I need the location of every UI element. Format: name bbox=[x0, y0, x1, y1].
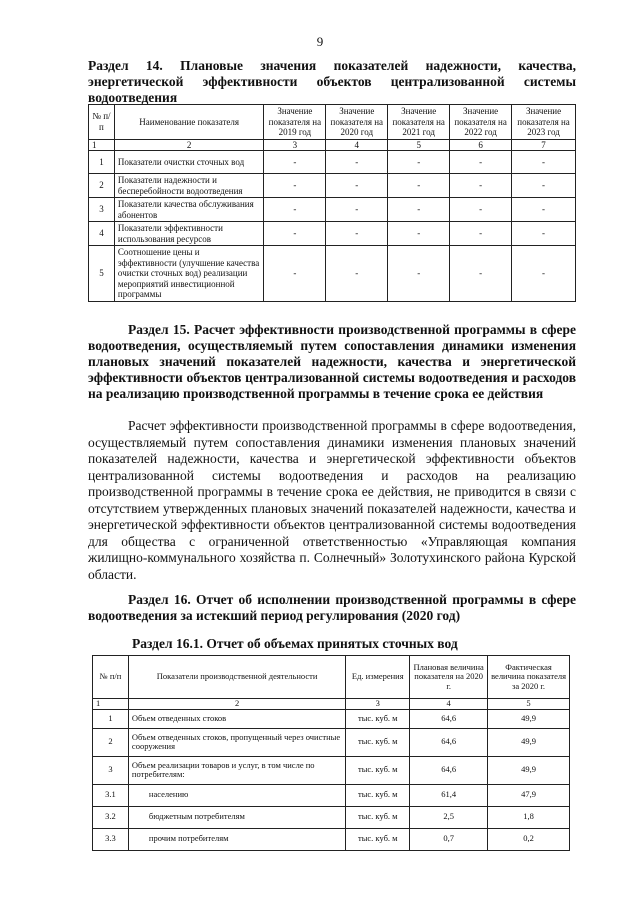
section-16-1-heading: Раздел 16.1. Отчет об объемах принятых сточных вод bbox=[132, 636, 458, 651]
table-row bbox=[93, 756, 570, 784]
value-cell: - bbox=[326, 174, 388, 198]
value-cell: - bbox=[450, 246, 512, 302]
table-row bbox=[89, 151, 576, 174]
value-cell: - bbox=[450, 151, 512, 174]
unit-cell: тыс. куб. м bbox=[346, 828, 410, 850]
section-14-heading-text: Раздел 14. Плановые значения показателей надежности, качества, энергетической эффективности объектов централизованной системы водоотведения bbox=[88, 58, 576, 105]
header-cell: Фактическая величина показателя за 2020 г. bbox=[488, 656, 570, 699]
header-cell: № п/п bbox=[93, 656, 129, 699]
plan-value: 64,6 bbox=[410, 728, 488, 756]
fact-value: 1,8 bbox=[488, 806, 570, 828]
indicator-name: Показатели качества обслуживания абонентов bbox=[114, 198, 264, 222]
row-number: 3 bbox=[93, 756, 129, 784]
value-cell: - bbox=[512, 246, 576, 302]
value-cell: - bbox=[264, 174, 326, 198]
header-cell: Значение показателя на 2022 год bbox=[450, 105, 512, 140]
plan-value: 64,6 bbox=[410, 709, 488, 728]
section-15-heading bbox=[88, 322, 576, 402]
indicator-name: Показатели очистки сточных вод bbox=[114, 151, 264, 174]
indicator-name: бюджетным потребителям bbox=[128, 806, 345, 828]
value-cell: - bbox=[388, 151, 450, 174]
fact-value: 47,9 bbox=[488, 784, 570, 806]
index-cell: 6 bbox=[450, 139, 512, 151]
plan-value: 0,7 bbox=[410, 828, 488, 850]
header-cell: Значение показателя на 2023 год bbox=[512, 105, 576, 140]
table-header-row bbox=[89, 105, 576, 140]
section-15-paragraph bbox=[88, 418, 576, 583]
row-number: 3.3 bbox=[93, 828, 129, 850]
table-row bbox=[93, 806, 570, 828]
table-row bbox=[89, 222, 576, 246]
row-number: 3.1 bbox=[93, 784, 129, 806]
section-16-heading bbox=[88, 592, 576, 624]
header-cell: Наименование показателя bbox=[114, 105, 264, 140]
section-14-heading bbox=[88, 58, 576, 106]
indicator-name: населению bbox=[128, 784, 345, 806]
value-cell: - bbox=[512, 222, 576, 246]
value-cell: - bbox=[450, 222, 512, 246]
table-row bbox=[93, 828, 570, 850]
fact-value: 49,9 bbox=[488, 756, 570, 784]
unit-cell: тыс. куб. м bbox=[346, 784, 410, 806]
index-cell: 5 bbox=[388, 139, 450, 151]
table-row bbox=[93, 784, 570, 806]
header-cell: № п/п bbox=[89, 105, 115, 140]
table-row bbox=[89, 198, 576, 222]
value-cell: - bbox=[326, 222, 388, 246]
section-14-table bbox=[88, 104, 576, 302]
value-cell: - bbox=[512, 174, 576, 198]
index-cell: 2 bbox=[114, 139, 264, 151]
index-cell: 7 bbox=[512, 139, 576, 151]
value-cell: - bbox=[450, 198, 512, 222]
index-cell: 4 bbox=[326, 139, 388, 151]
plan-value: 2,5 bbox=[410, 806, 488, 828]
value-cell: - bbox=[450, 174, 512, 198]
fact-value: 49,9 bbox=[488, 728, 570, 756]
index-cell: 5 bbox=[488, 699, 570, 710]
page-number: 9 bbox=[316, 34, 324, 49]
value-cell: - bbox=[388, 174, 450, 198]
value-cell: - bbox=[264, 198, 326, 222]
index-cell: 1 bbox=[89, 139, 115, 151]
unit-cell: тыс. куб. м bbox=[346, 806, 410, 828]
table-index-row bbox=[89, 139, 576, 151]
fact-value: 49,9 bbox=[488, 709, 570, 728]
row-number: 5 bbox=[89, 246, 115, 302]
row-number: 4 bbox=[89, 222, 115, 246]
indicator-name: Соотношение цены и эффективности (улучшение качества очистки сточных вод) реализации мероприятий инвестиционной программы bbox=[114, 246, 264, 302]
header-cell: Показатели производственной деятельности bbox=[128, 656, 345, 699]
index-cell: 3 bbox=[346, 699, 410, 710]
value-cell: - bbox=[326, 246, 388, 302]
indicator-name: Объем отведенных стоков bbox=[128, 709, 345, 728]
indicator-name: Показатели надежности и бесперебойности водоотведения bbox=[114, 174, 264, 198]
table-row bbox=[89, 246, 576, 302]
header-cell: Плановая величина показателя на 2020 г. bbox=[410, 656, 488, 699]
indicator-name: прочим потребителям bbox=[128, 828, 345, 850]
value-cell: - bbox=[388, 222, 450, 246]
indicator-name: Показатели эффективности использования ресурсов bbox=[114, 222, 264, 246]
row-number: 2 bbox=[89, 174, 115, 198]
row-number: 1 bbox=[93, 709, 129, 728]
value-cell: - bbox=[326, 151, 388, 174]
index-cell: 2 bbox=[128, 699, 345, 710]
table-header-row bbox=[93, 656, 570, 699]
section-15-paragraph-text: Расчет эффективности производственной программы в сфере водоотведения, осуществляемый путем сопоставления динамики изменения плановых значений показателей надежности, качества и энергетической эффективности объектов централизованной системы водоотведения и расходов на реализацию производственной программы в течение срока ее действия, не приводится в связи с отсутствием утвержденных плановых значений показателей надежности, качества и энергетической эффективности объектов централизованной системы водоотведения для общества с ограниченной ответственностью «Управляющая компания жилищно-коммунального хозяйства п. Солнечный» Золотухинского района Курской области. bbox=[88, 418, 576, 582]
row-number: 1 bbox=[89, 151, 115, 174]
value-cell: - bbox=[264, 151, 326, 174]
unit-cell: тыс. куб. м bbox=[346, 709, 410, 728]
table-row bbox=[93, 728, 570, 756]
fact-value: 0,2 bbox=[488, 828, 570, 850]
row-number: 2 bbox=[93, 728, 129, 756]
plan-value: 61,4 bbox=[410, 784, 488, 806]
row-number: 3 bbox=[89, 198, 115, 222]
value-cell: - bbox=[388, 246, 450, 302]
value-cell: - bbox=[512, 151, 576, 174]
index-cell: 3 bbox=[264, 139, 326, 151]
table-row bbox=[89, 174, 576, 198]
header-cell: Ед. измерения bbox=[346, 656, 410, 699]
index-cell: 4 bbox=[410, 699, 488, 710]
value-cell: - bbox=[264, 246, 326, 302]
header-cell: Значение показателя на 2019 год bbox=[264, 105, 326, 140]
header-cell: Значение показателя на 2020 год bbox=[326, 105, 388, 140]
indicator-name: Объем отведенных стоков, пропущенный через очистные сооружения bbox=[128, 728, 345, 756]
value-cell: - bbox=[326, 198, 388, 222]
header-cell: Значение показателя на 2021 год bbox=[388, 105, 450, 140]
section-16-table bbox=[92, 655, 570, 851]
value-cell: - bbox=[388, 198, 450, 222]
value-cell: - bbox=[512, 198, 576, 222]
plan-value: 64,6 bbox=[410, 756, 488, 784]
index-cell: 1 bbox=[93, 699, 129, 710]
table-index-row bbox=[93, 699, 570, 710]
unit-cell: тыс. куб. м bbox=[346, 756, 410, 784]
value-cell: - bbox=[264, 222, 326, 246]
table-row bbox=[93, 709, 570, 728]
section-16-heading-text: Раздел 16. Отчет об исполнении производственной программы в сфере водоотведения за истекший период регулирования (2020 год) bbox=[88, 592, 576, 623]
row-number: 3.2 bbox=[93, 806, 129, 828]
unit-cell: тыс. куб. м bbox=[346, 728, 410, 756]
section-15-heading-text: Раздел 15. Расчет эффективности производственной программы в сфере водоотведения, осуществляемый путем сопоставления динамики изменения плановых значений показателей надежности, качества и энергетической эффективности объектов централизованной системы водоотведения и расходов на реализацию производственной программы в течение срока ее действия bbox=[88, 322, 576, 401]
indicator-name: Объем реализации товаров и услуг, в том числе по потребителям: bbox=[128, 756, 345, 784]
